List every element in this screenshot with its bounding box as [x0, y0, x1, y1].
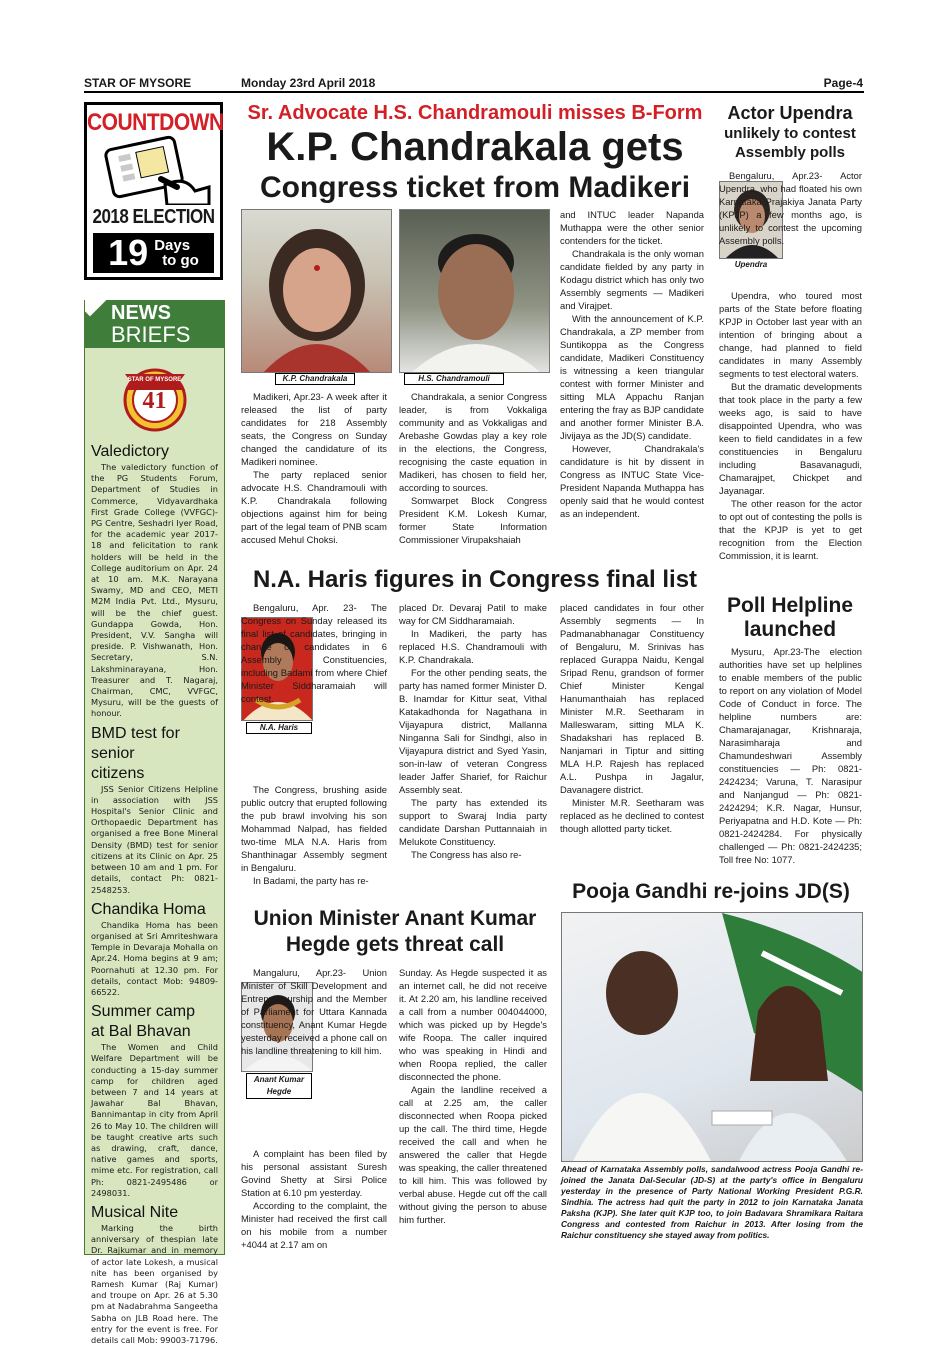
haris-column-1: [241, 783, 387, 887]
brief-body: [91, 784, 218, 896]
haris-col2-para5: The Congress has also re-: [411, 849, 522, 860]
haris-col3-para2: Minister M.R. Seetharam was replaced as he declined to contest though allotted party ticket.: [560, 797, 704, 834]
logo-number: 41: [142, 388, 167, 414]
haris-col2-para4: The party has extended its support to Swaraj India party candidate Darshan Puttannaiah in Melukote Constituency.: [399, 797, 547, 847]
brief-text: The Women and Child Welfare Department will be conducting a 15-day summer camp for children aged between 7 and 14 years at Jawahar Bal Bhavan, Bannimantap in city from April 26 to May 10. The children will be taught creative arts such as drawing, craft, dance, native games and sports, mime etc. For registration, call Ph: 0821-2495486 or 2498031.: [91, 1042, 218, 1198]
upendra-para3: The other reason for the actor to opt out of contesting the polls is that the KPJP is yet to get recognition from the Election Commission, it is learnt.: [719, 498, 862, 561]
logo-top-text: STAR OF MYSORE: [127, 377, 182, 383]
news-briefs-panel: [84, 300, 225, 1345]
days-counter: [93, 233, 214, 273]
anniversary-logo: [115, 358, 195, 438]
hegde-headline-line1: Union Minister Anant Kumar: [253, 907, 537, 930]
hegde-intro: Mangaluru, Apr.23- Union Minister of Skill Development and Entrepreneurship and the Member of Parliament for Uttara Kannada constituency, Anant Kumar Hegde yesterday received a phone call on his landline threatening to kill him.: [241, 967, 387, 1056]
hegde-caption: [246, 1073, 312, 1099]
brief-body: [91, 1223, 218, 1346]
pooja-headline: Pooja Gandhi re-joins JD(S): [572, 880, 850, 903]
issue-date: Monday 23rd April 2018: [241, 76, 376, 90]
hegde-column-2: [399, 966, 547, 1226]
haris-col2-para1: placed Dr. Devaraj Patil to make way for CM Siddharamaiah.: [399, 602, 547, 626]
lead-headline-line2: Congress ticket from Madikeri: [259, 171, 691, 204]
news-briefs-list: [85, 442, 224, 1346]
chandrakala-photo: [241, 209, 392, 373]
days-text: [154, 238, 199, 268]
haris-intro: Bengaluru, Apr. 23- The Congress on Sunday released its final list of candidates, bringing in change of candidates in 6 Assembly Constituencies, including Badami from where Chief Minister Siddharamaiah will contest.: [241, 602, 387, 704]
haris-headline: N.A. Haris figures in Congress final list: [252, 566, 698, 593]
haris-col1-para1: The Congress, brushing aside public outcry that erupted following the pub brawl involving his son Mohammad Nalpad, has fielded two-time MLA N.A. Haris from Shanthinagar Assembly segment in Bengaluru.: [241, 784, 387, 873]
lead-col3-para1: and INTUC leader Napanda Muthappa were the other senior contenders for the ticket.: [560, 209, 704, 246]
lead-kicker: Sr. Advocate H.S. Chandramouli misses B-Form: [247, 102, 703, 124]
lead-col2-para2: Somwarpet Block Congress President K.M. Lokesh Kumar, former State Information Commissioner Virupakshaiah: [399, 495, 547, 545]
portrait-woman-icon: [242, 210, 392, 373]
haris-caption: N.A. Haris: [246, 722, 312, 734]
upendra-headline-line1: Actor Upendra: [727, 103, 853, 123]
hegde-headline-line2: Hegde gets threat call: [285, 933, 505, 956]
brief-body: [91, 462, 218, 720]
header-rule: [84, 91, 864, 93]
lead-col3-para4: However, Chandrakala's candidature is hit by dissent in Congress as INTUC State Vice-President Napanda Muthappa has openly said that he would contest as an independent.: [560, 443, 704, 519]
brief-text: Chandika Homa has been organised at Sri Amriteshwara Temple in Devaraja Mohalla on Apr.24. Homa begins at 9 am; Poornahuti at 12.30 pm. For details, contact Mob: 94809-66522.: [91, 919, 218, 997]
hegde-caption-line2: Hegde: [266, 1087, 292, 1096]
haris-column-3: [560, 601, 704, 835]
election-label: 2018 ELECTION: [92, 205, 215, 228]
upendra-headline-line2: unlikely to contest: [724, 125, 856, 142]
upendra-intro: Bengaluru, Apr.23- Actor Upendra, who had floated his own Karnataka Prajakiya Janata Party (KPJP) a few months ago, is unlikely to contest the upcoming Assembly polls.: [719, 170, 862, 246]
helpline-text: Mysuru, Apr.23-The election authorities have set up helplines to enable members of the public to report on any violation of Model Code of Conduct in force. The helpline numbers are: Chamarajanagar, Krishnaraja, Narasimharaja and Chamundeshwari Assembly constituencies — Ph: 0821-2424234; Varuna, T. Narasipur and Nanjangud — Ph: 0821-2424294; K.R. Nagar, Hunsur, Periyapatna and H.D. Kote — Ph: 0821-2424284. For physically challenged — Ph: 0821-2424235; Toll free No: 1077.: [719, 646, 862, 865]
upendra-para2: But the dramatic developments that took place in the party a few weeks ago, is said to have disappointed Upendra, who was keen to field candidates in a few constituencies in Bengaluru including Basavanagudi, Chamarajpet, Chickpet and Jayanagar.: [719, 381, 862, 496]
page-number: Page-4: [823, 76, 863, 90]
chandramouli-caption: H.S. Chandramouli: [404, 373, 504, 385]
helpline-body: [719, 645, 862, 866]
brief-text: JSS Senior Citizens Helpline in association with JSS Hospital's Senior Clinic and Orthopaedic Department has organised a free Bone Mineral Density (BMD) test for senior citizens at its Clinic on Apr. 25 between 10 am and 1 pm. For details, contact Ph: 0821- 2548253.: [91, 783, 218, 895]
hegde-col2-para1: Sunday. As Hegde suspected it as an internet call, he did not receive it. At 2.20 am, his landline received a call from a number 004044000, which was picked up by Hegde's wife Roopa. The caller inquired who was speaking in Hindi and when Roopa replied, the caller disconnected the phone.: [399, 967, 547, 1082]
chandramouli-photo: [399, 209, 550, 373]
chandrakala-caption: K.P. Chandrakala: [275, 373, 355, 385]
hegde-col1-para1: A complaint has been filed by his personal assistant Suresh Govind Shetty at Sirsi Police Station at 6.10 pm yesterday.: [241, 1148, 387, 1198]
hegde-col1-para2: According to the complaint, the Minister had received the first call on his mobile from a number +4044 at 2.17 am on: [241, 1200, 387, 1250]
brief-text: Marking the birth anniversary of thespian late Dr. Rajkumar and in memory of actor late Lokesh, a musical nite has been organised by Ramesh Kumar (Raj Kumar) and troupe on Apr. 26 at 5.30 pm at Nadabrahma Sangeetha Sabha on JLB Road here. The entry for the event is free. For details call Mob: 99003-71796.: [91, 1222, 218, 1345]
upendra-body: [719, 289, 862, 562]
helpline-headline-line1: Poll Helpline: [726, 594, 854, 617]
news-title: NEWS: [111, 302, 171, 324]
lead-headline-line1: K.P. Chandrakala gets: [266, 125, 684, 169]
paper-name: STAR OF MYSORE: [84, 76, 192, 90]
pooja-caption: Ahead of Karnataka Assembly polls, sandalwood actress Pooja Gandhi re-joined the Janata Dal-Secular (JD-S) at the party's office in Bengaluru yesterday in the presence of Party National Working President P.G.R. Sindhia. The actress had quit the party in 2012 to join Karnataka Janata Paksha (KJP). She later quit KJP too, to join Badavara Shramikara Raitara Congress and contested from Raichur in 2013. After losing from the Raichur constituency she stayed away from politics.: [561, 1164, 863, 1240]
upendra-caption: Upendra: [726, 260, 776, 272]
brief-heading: BMD test for senior citizens: [91, 724, 180, 782]
event-photo-icon: [562, 913, 863, 1162]
upendra-para1: Upendra, who toured most parts of the State before floating KPJP in October last year with an intention of bringing about a change, had planned to field candidates in many Assembly segments to test electoral waters.: [719, 290, 862, 379]
countdown-box: [84, 102, 223, 280]
countdown-title: COUNTDOWN: [87, 109, 224, 136]
brief-heading: Chandika Homa: [91, 900, 206, 918]
lead-col1-para2: The party replaced senior advocate H.S. Chandramouli with K.P. Chandrakala following objections against him for being part of the legal team of PNB scam accused Mehul Choksi.: [241, 469, 387, 545]
lead-column-3: [560, 208, 704, 520]
brief-heading: Valedictory: [91, 443, 169, 460]
haris-col2-para2: In Madikeri, the party has replaced H.S. Chandramouli with K.P. Chandrakala.: [399, 628, 547, 665]
pooja-photo: [561, 912, 863, 1162]
lead-col1-para1: Madikeri, Apr.23- A week after it released the list of party candidates for 218 Assembly seats, the Congress on Sunday changed the candidature of its Madikeri nominee.: [241, 391, 387, 467]
hegde-col2-para2: Again the landline received a call at 2.25 am, the caller disconnected when Roopa picked up the call. The third time, Hegde received the call and when he answered the caller that Hegde was speaking, the caller threatened to kill him. This was followed by verbal abuse. Hegde cut off the call without giving the person to abuse him further.: [399, 1084, 547, 1225]
lead-column-1: [241, 390, 387, 546]
upendra-headline-line3: Assembly polls: [734, 144, 846, 161]
brief-heading: Summer camp at Bal Bhavan: [91, 1003, 196, 1041]
lead-col2-para1: Chandrakala, a senior Congress leader, is from Vokkaliga community and as Vokkaligas and Arebashe Gowdas play a key role in the elections, the Congress, recognising the caste equation in Madikeri, has chosen to field her, according to sources.: [399, 391, 547, 493]
hegde-column-1: [241, 1147, 387, 1251]
days-number: 19: [108, 232, 149, 273]
brief-heading: Musical Nite: [91, 1203, 179, 1221]
brief-body: [91, 1042, 218, 1199]
helpline-headline-line2: launched: [743, 618, 837, 641]
brief-body: [91, 920, 218, 998]
voting-machine-icon: [87, 135, 220, 205]
briefs-title: BRIEFS: [111, 322, 191, 347]
brief-text: The valedictory function of the PG Students Forum, Department of Studies in Commerce, Vidyavardhaka First Grade College (VVFGC)-PG Centre, Seshadri Iyer Road, for the academic year 2017-18 and felicitation to rank holders will be held in the College auditorium on Apr. 24 at 10 am. M.K. Narayana Swamy, MD and CEO, METI M2M India Pvt. Ltd., Mysuru, will be the chief guest. Gundappa Gowda, Hon. President, V.V. Sangha will preside. P. Vishwanath, Hon. Secretary, S.N. Lakshminarayana, Hon. Treasurer and T. Nagaraj, Chairman, CMC, VVFGC, Mysuru, will be the guests of honour.: [91, 462, 218, 719]
haris-column-2: [399, 601, 547, 861]
haris-col1-para2: In Badami, the party has re-: [253, 875, 369, 886]
days-line2: to go: [162, 252, 199, 269]
lead-col3-para3: With the announcement of K.P. Chandrakala, a ZP member from Suntikoppa as the Congress candidate, Madikeri Constituency is witnessing a keen triangular contest with former Minister and sitting MLA Appachu Ranjan entering the fray as BJP candidate and another former Minister B.A. Jivijaya as the JD(S) candidate.: [560, 313, 704, 441]
lead-column-2: [399, 390, 547, 546]
haris-col3-para1: placed candidates in four other Assembly segments — In Padmanabhanagar Constituency of Bengaluru, M. Srinivas has replaced Gurappa Naidu, Kengal Sripad Renu, grandson of former Chief Minister Kengal Hanumanthaiah has replaced Minister M.R. Seetharam in Malleswaram, sitting MLA K. Shadakshari has replaced B. Nanjamari in Tiptur and sitting MLA H.P. Rajesh has replaced A.L. Pushpa in Jagalur, Davanagere district.: [560, 602, 704, 795]
hegde-caption-line1: Anant Kumar: [253, 1075, 305, 1084]
news-briefs-header: [85, 300, 224, 348]
lead-col3-para2: Chandrakala is the only woman candidate fielded by any party in Kodagu district which has only two Assembly segments — Madikeri and Virajpet.: [560, 248, 704, 311]
haris-col2-para3: For the other pending seats, the party has named former Minister D. B. Inamdar for Kittur seat, Vithal Katakadhonda for Nagathana in Vijayapura district, Mallanna Ninganna Sali for Sindhgi, also in Vijayapura district and Syed Yasin, son-in-law of veteran Congress leader Jaffer Sharief, for Raichur Assembly seat.: [399, 667, 547, 795]
portrait-man-icon: [400, 210, 550, 373]
days-line1: Days: [154, 237, 191, 254]
